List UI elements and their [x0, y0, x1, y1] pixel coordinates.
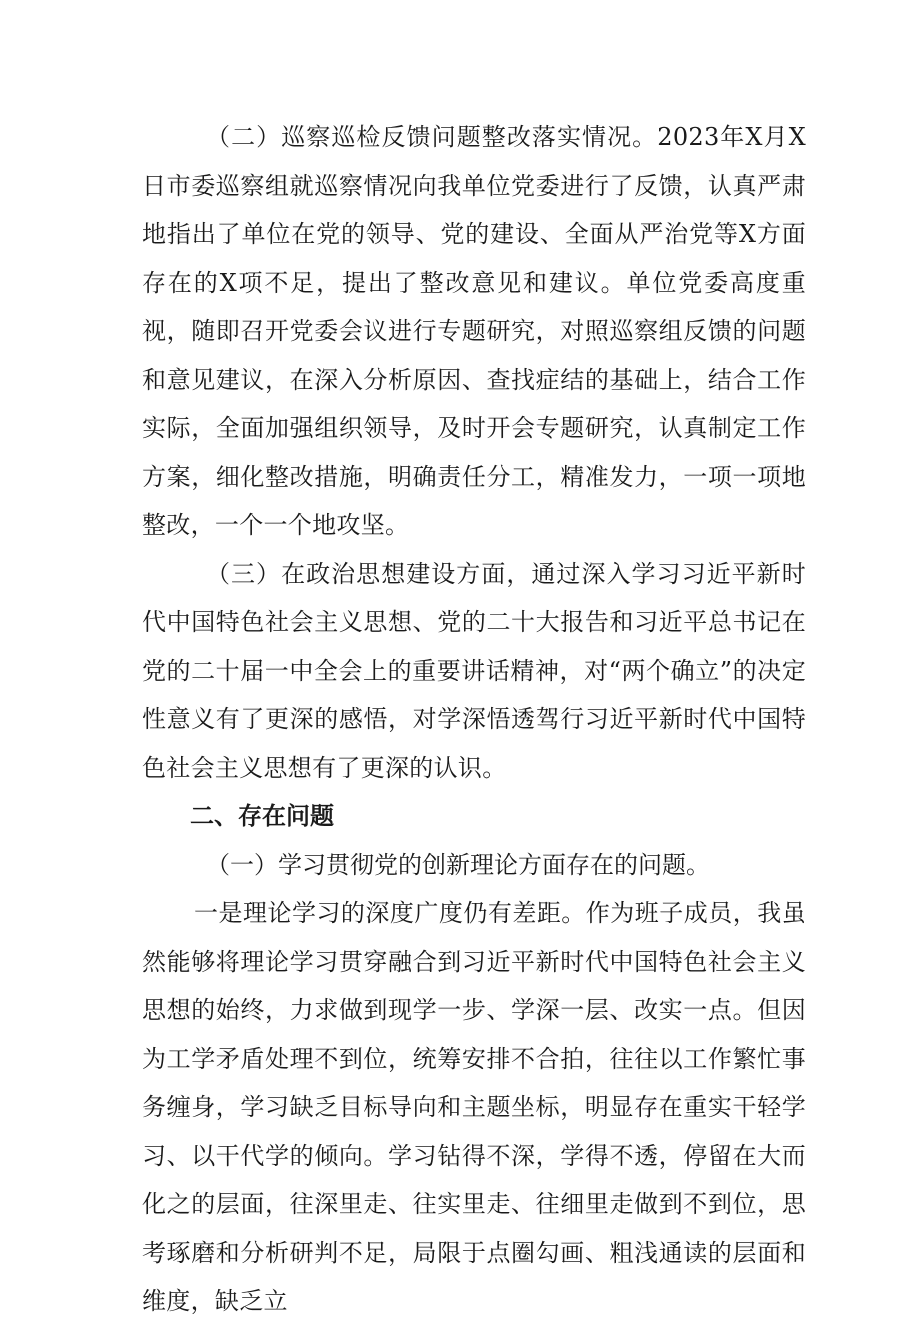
paragraph-political-thought: （三）在政治思想建设方面，通过深入学习习近平新时代中国特色社会主义思想、党的二十大报告和习近平总书记在党的二十届一中全会上的重要讲话精神，对“两个确立”的决定性意义有了更深的感悟，对学深悟透驾行习近平新时代中国特色社会主义思想有了更深的认识。 [142, 559, 806, 782]
paragraph-theory-study-gap: 一是理论学习的深度广度仍有差距。作为班子成员，我虽然能够将理论学习贯穿融合到习近平新时代中国特色社会主义思想的始终，力求做到现学一步、学深一层、改实一点。但因为工学矛盾处理不到位，统筹安排不合拍，往往以工作繁忙事务缠身，学习缺乏目标导向和主题坐标，明显存在重实干轻学习、以干代学的倾向。学习钻得不深，学得不透，停留在大而化之的层面，往深里走、往实里走、往细里走做到不到位，思考琢磨和分析研判不足，局限于点圈勾画、粗浅通读的层面和维度，缺乏立 [142, 899, 806, 1315]
subsection-heading-theory-study: （一）学习贯彻党的创新理论方面存在的问题。 [206, 850, 710, 879]
section-heading-existing-problems: 二、存在问题 [190, 802, 334, 830]
document-body [142, 113, 806, 1326]
paragraph-rectification-status: （二）巡察巡检反馈问题整改落实情况。2023年X月X日市委巡察组就巡察情况向我单位党委进行了反馈，认真严肃地指出了单位在党的领导、党的建设、全面从严治党等X方面存在的X项不足，提出了整改意见和建议。单位党委高度重视，随即召开党委会议进行专题研究，对照巡察组反馈的问题和意见建议，在深入分析原因、查找症结的基础上，结合工作实际，全面加强组织领导，及时开会专题研究，认真制定工作方案，细化整改措施，明确责任分工，精准发力，一项一项地整改，一个一个地攻坚。 [142, 123, 806, 539]
